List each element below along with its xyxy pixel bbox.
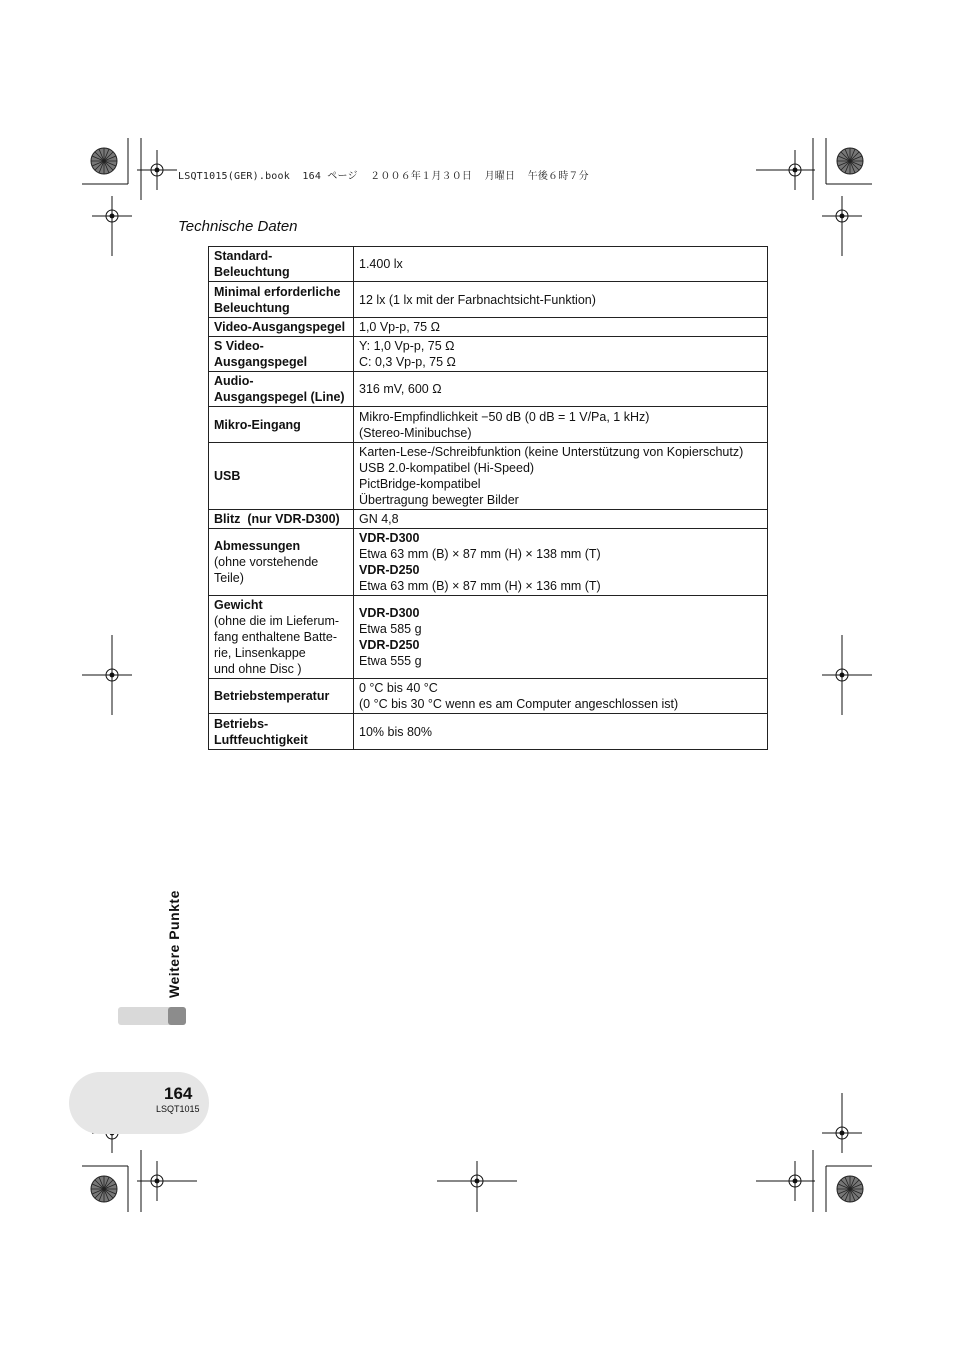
row-label	[209, 372, 354, 407]
spec-table	[208, 246, 768, 750]
label-subtext: (ohne die im Lieferum- fang enthaltene Batte- rie, Linsenkappe und ohne Disc )	[214, 614, 340, 676]
table-row	[209, 337, 768, 372]
row-label	[209, 337, 354, 372]
side-section-label	[150, 882, 190, 1002]
model-name: VDR-D300	[359, 531, 420, 545]
section-title: Technische Daten	[178, 218, 298, 235]
value-text: (0 °C bis 30 °C wenn es am Computer angeschlossen ist)	[359, 697, 679, 711]
model-name: VDR-D250	[359, 638, 420, 652]
value-text: Etwa 63 mm (B) × 87 mm (H) × 138 mm (T)	[359, 547, 601, 561]
label-subtext: (ohne vorstehende Teile)	[214, 555, 319, 585]
row-value	[354, 443, 768, 510]
table-row	[209, 247, 768, 282]
row-value	[354, 679, 768, 714]
table-row	[209, 318, 768, 337]
row-value	[354, 510, 768, 529]
value-text: 1,0 Vp-p, 75 Ω	[359, 320, 440, 334]
table-row	[209, 282, 768, 318]
label-text: Betriebstemperatur	[214, 689, 330, 703]
value-text: 0 °C bis 40 °C	[359, 681, 438, 695]
table-row	[209, 407, 768, 443]
print-header: LSQT1015(GER).book 164 ページ ２００６年１月３０日 月曜日 午後６時７分	[178, 171, 589, 182]
table-row	[209, 714, 768, 750]
row-label	[209, 282, 354, 318]
value-text: GN 4,8	[359, 512, 399, 526]
label-text: Minimal erforderliche Beleuchtung	[214, 284, 341, 315]
label-text: Standard- Beleuchtung	[214, 249, 290, 279]
label-text: Gewicht	[214, 598, 263, 612]
row-label	[209, 596, 354, 679]
row-label	[209, 510, 354, 529]
value-text: Etwa 555 g	[359, 654, 422, 668]
label-text: Mikro-Eingang	[214, 417, 301, 432]
value-text: Etwa 585 g	[359, 622, 422, 636]
row-value	[354, 407, 768, 443]
row-value	[354, 372, 768, 407]
page-number: 164	[164, 1084, 193, 1103]
row-label	[209, 443, 354, 510]
value-text: Y: 1,0 Vp-p, 75 Ω	[359, 339, 455, 353]
table-row	[209, 596, 768, 679]
label-text: Abmessungen	[214, 539, 301, 553]
value-text: 1.400 lx	[359, 257, 403, 271]
row-value	[354, 714, 768, 750]
row-label	[209, 714, 354, 750]
label-text: Audio- Ausgangspegel (Line)	[214, 374, 345, 404]
value-text: 316 mV, 600 Ω	[359, 382, 442, 396]
value-text: Mikro-Empfindlichkeit −50 dB (0 dB = 1 V/Pa, 1 kHz)	[359, 409, 650, 424]
value-text: PictBridge-kompatibel	[359, 477, 481, 491]
label-text: S Video- Ausgangspegel	[214, 339, 308, 369]
row-label	[209, 407, 354, 443]
table-row	[209, 510, 768, 529]
row-value	[354, 247, 768, 282]
label-text: Blitz (nur VDR-D300)	[214, 512, 340, 526]
label-text: USB	[214, 469, 241, 483]
model-name: VDR-D300	[359, 606, 420, 620]
row-value	[354, 337, 768, 372]
label-text: Betriebs- Luftfeuchtigkeit	[214, 716, 308, 747]
value-text: 12 lx (1 lx mit der Farbnachtsicht-Funktion)	[359, 292, 596, 307]
side-tab-marker	[168, 1007, 186, 1025]
row-value	[354, 529, 768, 596]
value-text: USB 2.0-kompatibel (Hi-Speed)	[359, 461, 535, 475]
row-label	[209, 247, 354, 282]
side-label-text: Weitere Punkte	[166, 890, 182, 998]
row-value	[354, 318, 768, 337]
row-value	[354, 596, 768, 679]
value-text: 10% bis 80%	[359, 724, 432, 739]
row-label	[209, 529, 354, 596]
value-text: Karten-Lese-/Schreibfunktion (keine Unterstützung von Kopierschutz)	[359, 445, 744, 459]
model-code: LSQT1015	[156, 1104, 200, 1114]
value-text: C: 0,3 Vp-p, 75 Ω	[359, 355, 456, 369]
row-label	[209, 679, 354, 714]
label-text: Video-Ausgangspegel	[214, 320, 346, 334]
value-text: Etwa 63 mm (B) × 87 mm (H) × 136 mm (T)	[359, 579, 601, 593]
row-value	[354, 282, 768, 318]
value-text: (Stereo-Minibuchse)	[359, 425, 472, 440]
row-label	[209, 318, 354, 337]
model-name: VDR-D250	[359, 563, 420, 577]
table-row	[209, 679, 768, 714]
table-row	[209, 529, 768, 596]
table-row	[209, 372, 768, 407]
table-row	[209, 443, 768, 510]
value-text: Übertragung bewegter Bilder	[359, 493, 519, 507]
